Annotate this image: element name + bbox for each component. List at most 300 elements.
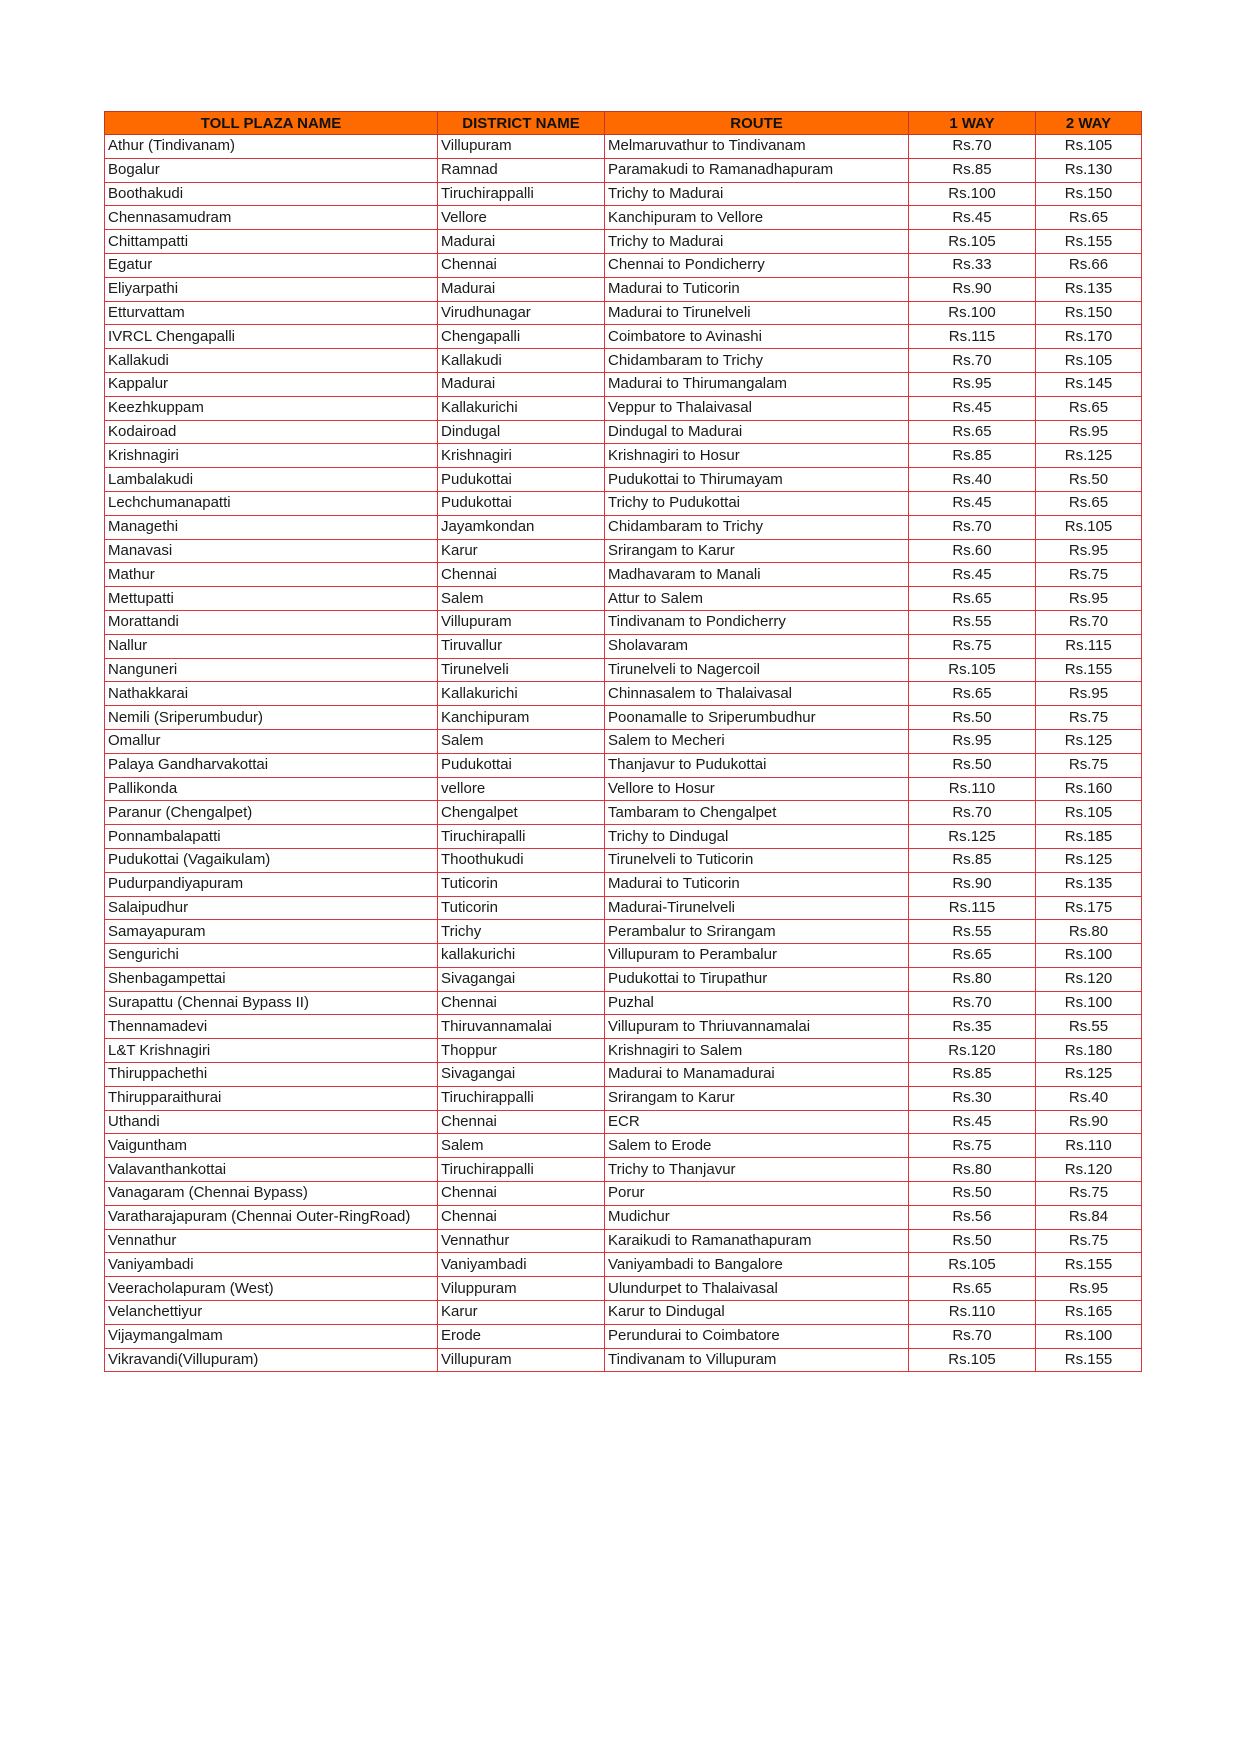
one-way-fee-cell: Rs.110 [909, 777, 1036, 801]
route-cell: Tindivanam to Pondicherry [605, 610, 909, 634]
one-way-fee-cell: Rs.70 [909, 515, 1036, 539]
one-way-fee-cell: Rs.70 [909, 349, 1036, 373]
one-way-fee-cell: Rs.60 [909, 539, 1036, 563]
two-way-fee-cell: Rs.75 [1036, 706, 1142, 730]
table-row [105, 1229, 1142, 1253]
toll-plaza-name-cell: Samayapuram [105, 920, 438, 944]
one-way-fee-cell: Rs.105 [909, 1253, 1036, 1277]
two-way-fee-cell: Rs.95 [1036, 539, 1142, 563]
toll-plaza-name-cell: Ponnambalapatti [105, 825, 438, 849]
route-cell: Perambalur to Srirangam [605, 920, 909, 944]
two-way-fee-cell: Rs.160 [1036, 777, 1142, 801]
table-row [105, 610, 1142, 634]
table-header-row [105, 112, 1142, 135]
two-way-fee-cell: Rs.155 [1036, 658, 1142, 682]
toll-plaza-name-cell: Kodairoad [105, 420, 438, 444]
district-name-cell: Pudukottai [438, 491, 605, 515]
toll-plaza-name-cell: Nallur [105, 634, 438, 658]
district-name-cell: Villupuram [438, 610, 605, 634]
toll-plaza-name-cell: Nemili (Sriperumbudur) [105, 706, 438, 730]
toll-plaza-name-cell: Nanguneri [105, 658, 438, 682]
table-row [105, 230, 1142, 254]
route-cell: Paramakudi to Ramanadhapuram [605, 158, 909, 182]
one-way-fee-cell: Rs.100 [909, 182, 1036, 206]
two-way-fee-cell: Rs.135 [1036, 872, 1142, 896]
table-row [105, 277, 1142, 301]
toll-plaza-table [104, 111, 1142, 1372]
table-row [105, 1324, 1142, 1348]
table-row [105, 1063, 1142, 1087]
two-way-fee-cell: Rs.135 [1036, 277, 1142, 301]
toll-plaza-name-cell: Thirupparaithurai [105, 1086, 438, 1110]
one-way-fee-cell: Rs.105 [909, 1348, 1036, 1372]
toll-plaza-name-cell: Salaipudhur [105, 896, 438, 920]
route-cell: Villupuram to Perambalur [605, 944, 909, 968]
route-cell: Veppur to Thalaivasal [605, 396, 909, 420]
two-way-fee-cell: Rs.100 [1036, 1324, 1142, 1348]
two-way-fee-cell: Rs.65 [1036, 396, 1142, 420]
route-cell: Pudukottai to Tirupathur [605, 967, 909, 991]
one-way-fee-cell: Rs.50 [909, 753, 1036, 777]
one-way-fee-cell: Rs.110 [909, 1301, 1036, 1325]
district-name-cell: vellore [438, 777, 605, 801]
route-cell: Attur to Salem [605, 587, 909, 611]
table-row [105, 1253, 1142, 1277]
toll-plaza-name-cell: Manavasi [105, 539, 438, 563]
two-way-fee-cell: Rs.120 [1036, 967, 1142, 991]
route-cell: Karaikudi to Ramanathapuram [605, 1229, 909, 1253]
table-row [105, 706, 1142, 730]
district-name-cell: Madurai [438, 230, 605, 254]
district-name-cell: Chennai [438, 1110, 605, 1134]
two-way-fee-cell: Rs.155 [1036, 230, 1142, 254]
district-name-cell: Tirunelveli [438, 658, 605, 682]
one-way-fee-cell: Rs.115 [909, 325, 1036, 349]
one-way-fee-cell: Rs.50 [909, 1229, 1036, 1253]
one-way-fee-cell: Rs.50 [909, 706, 1036, 730]
table-row [105, 1015, 1142, 1039]
header-two-way: 2 WAY [1036, 112, 1142, 135]
one-way-fee-cell: Rs.56 [909, 1205, 1036, 1229]
route-cell: Vaniyambadi to Bangalore [605, 1253, 909, 1277]
route-cell: Pudukottai to Thirumayam [605, 468, 909, 492]
two-way-fee-cell: Rs.145 [1036, 372, 1142, 396]
table-row [105, 420, 1142, 444]
two-way-fee-cell: Rs.150 [1036, 301, 1142, 325]
toll-plaza-name-cell: Veeracholapuram (West) [105, 1277, 438, 1301]
route-cell: Trichy to Pudukottai [605, 491, 909, 515]
district-name-cell: kallakurichi [438, 944, 605, 968]
district-name-cell: Tuticorin [438, 896, 605, 920]
table-row [105, 991, 1142, 1015]
toll-plaza-name-cell: Palaya Gandharvakottai [105, 753, 438, 777]
two-way-fee-cell: Rs.75 [1036, 563, 1142, 587]
district-name-cell: Karur [438, 1301, 605, 1325]
route-cell: Perundurai to Coimbatore [605, 1324, 909, 1348]
two-way-fee-cell: Rs.90 [1036, 1110, 1142, 1134]
toll-plaza-name-cell: Vaiguntham [105, 1134, 438, 1158]
one-way-fee-cell: Rs.65 [909, 420, 1036, 444]
one-way-fee-cell: Rs.33 [909, 253, 1036, 277]
two-way-fee-cell: Rs.105 [1036, 135, 1142, 159]
two-way-fee-cell: Rs.65 [1036, 491, 1142, 515]
table-row [105, 825, 1142, 849]
one-way-fee-cell: Rs.105 [909, 658, 1036, 682]
one-way-fee-cell: Rs.65 [909, 1277, 1036, 1301]
district-name-cell: Sivagangai [438, 967, 605, 991]
two-way-fee-cell: Rs.165 [1036, 1301, 1142, 1325]
district-name-cell: Sivagangai [438, 1063, 605, 1087]
toll-plaza-name-cell: Velanchettiyur [105, 1301, 438, 1325]
one-way-fee-cell: Rs.70 [909, 801, 1036, 825]
table-row [105, 587, 1142, 611]
district-name-cell: Tiruchirappalli [438, 182, 605, 206]
route-cell: Ulundurpet to Thalaivasal [605, 1277, 909, 1301]
toll-plaza-name-cell: L&T Krishnagiri [105, 1039, 438, 1063]
two-way-fee-cell: Rs.105 [1036, 801, 1142, 825]
route-cell: Tirunelveli to Tuticorin [605, 848, 909, 872]
one-way-fee-cell: Rs.55 [909, 610, 1036, 634]
one-way-fee-cell: Rs.65 [909, 682, 1036, 706]
two-way-fee-cell: Rs.50 [1036, 468, 1142, 492]
table-row [105, 753, 1142, 777]
two-way-fee-cell: Rs.84 [1036, 1205, 1142, 1229]
one-way-fee-cell: Rs.85 [909, 1063, 1036, 1087]
route-cell: Madurai-Tirunelveli [605, 896, 909, 920]
one-way-fee-cell: Rs.85 [909, 848, 1036, 872]
table-row [105, 349, 1142, 373]
two-way-fee-cell: Rs.125 [1036, 444, 1142, 468]
toll-plaza-name-cell: Mathur [105, 563, 438, 587]
district-name-cell: Tiruchirappalli [438, 1158, 605, 1182]
route-cell: Madurai to Tuticorin [605, 872, 909, 896]
one-way-fee-cell: Rs.45 [909, 206, 1036, 230]
two-way-fee-cell: Rs.80 [1036, 920, 1142, 944]
table-row [105, 1301, 1142, 1325]
district-name-cell: Dindugal [438, 420, 605, 444]
toll-plaza-name-cell: Vennathur [105, 1229, 438, 1253]
one-way-fee-cell: Rs.90 [909, 277, 1036, 301]
one-way-fee-cell: Rs.80 [909, 967, 1036, 991]
toll-plaza-name-cell: Thennamadevi [105, 1015, 438, 1039]
table-row [105, 682, 1142, 706]
one-way-fee-cell: Rs.40 [909, 468, 1036, 492]
one-way-fee-cell: Rs.85 [909, 158, 1036, 182]
district-name-cell: Chennai [438, 1205, 605, 1229]
district-name-cell: Villupuram [438, 135, 605, 159]
route-cell: Tambaram to Chengalpet [605, 801, 909, 825]
district-name-cell: Tiruvallur [438, 634, 605, 658]
toll-plaza-name-cell: Paranur (Chengalpet) [105, 801, 438, 825]
district-name-cell: Kallakurichi [438, 396, 605, 420]
toll-plaza-name-cell: Varatharajapuram (Chennai Outer-RingRoad) [105, 1205, 438, 1229]
table-row [105, 1158, 1142, 1182]
route-cell: Villupuram to Thriuvannamalai [605, 1015, 909, 1039]
table-row [105, 253, 1142, 277]
district-name-cell: Chengalpet [438, 801, 605, 825]
toll-plaza-name-cell: Eliyarpathi [105, 277, 438, 301]
two-way-fee-cell: Rs.75 [1036, 1182, 1142, 1206]
table-row [105, 967, 1142, 991]
one-way-fee-cell: Rs.100 [909, 301, 1036, 325]
route-cell: Chennai to Pondicherry [605, 253, 909, 277]
route-cell: Kanchipuram to Vellore [605, 206, 909, 230]
table-body [105, 135, 1142, 1372]
one-way-fee-cell: Rs.30 [909, 1086, 1036, 1110]
route-cell: Chinnasalem to Thalaivasal [605, 682, 909, 706]
one-way-fee-cell: Rs.105 [909, 230, 1036, 254]
table-row [105, 301, 1142, 325]
toll-plaza-name-cell: Krishnagiri [105, 444, 438, 468]
toll-plaza-name-cell: Vijaymangalmam [105, 1324, 438, 1348]
toll-plaza-name-cell: Vanagaram (Chennai Bypass) [105, 1182, 438, 1206]
table-row [105, 1182, 1142, 1206]
table-row [105, 848, 1142, 872]
district-name-cell: Pudukottai [438, 753, 605, 777]
one-way-fee-cell: Rs.45 [909, 563, 1036, 587]
district-name-cell: Kanchipuram [438, 706, 605, 730]
one-way-fee-cell: Rs.45 [909, 1110, 1036, 1134]
two-way-fee-cell: Rs.66 [1036, 253, 1142, 277]
toll-plaza-name-cell: Mettupatti [105, 587, 438, 611]
district-name-cell: Chennai [438, 563, 605, 587]
two-way-fee-cell: Rs.155 [1036, 1348, 1142, 1372]
table-row [105, 1205, 1142, 1229]
toll-plaza-name-cell: Keezhkuppam [105, 396, 438, 420]
one-way-fee-cell: Rs.65 [909, 944, 1036, 968]
route-cell: Madurai to Tirunelveli [605, 301, 909, 325]
toll-plaza-name-cell: Kallakudi [105, 349, 438, 373]
two-way-fee-cell: Rs.95 [1036, 587, 1142, 611]
route-cell: Srirangam to Karur [605, 1086, 909, 1110]
two-way-fee-cell: Rs.175 [1036, 896, 1142, 920]
district-name-cell: Virudhunagar [438, 301, 605, 325]
table-row [105, 158, 1142, 182]
two-way-fee-cell: Rs.40 [1036, 1086, 1142, 1110]
route-cell: Salem to Mecheri [605, 729, 909, 753]
two-way-fee-cell: Rs.110 [1036, 1134, 1142, 1158]
toll-plaza-name-cell: Vikravandi(Villupuram) [105, 1348, 438, 1372]
table-row [105, 135, 1142, 159]
toll-plaza-name-cell: IVRCL Chengapalli [105, 325, 438, 349]
toll-plaza-name-cell: Egatur [105, 253, 438, 277]
district-name-cell: Tuticorin [438, 872, 605, 896]
two-way-fee-cell: Rs.125 [1036, 848, 1142, 872]
district-name-cell: Krishnagiri [438, 444, 605, 468]
route-cell: Madurai to Tuticorin [605, 277, 909, 301]
toll-plaza-name-cell: Valavanthankottai [105, 1158, 438, 1182]
toll-plaza-name-cell: Surapattu (Chennai Bypass II) [105, 991, 438, 1015]
toll-plaza-name-cell: Chennasamudram [105, 206, 438, 230]
toll-plaza-name-cell: Managethi [105, 515, 438, 539]
table-row [105, 182, 1142, 206]
two-way-fee-cell: Rs.95 [1036, 420, 1142, 444]
two-way-fee-cell: Rs.180 [1036, 1039, 1142, 1063]
two-way-fee-cell: Rs.95 [1036, 682, 1142, 706]
two-way-fee-cell: Rs.170 [1036, 325, 1142, 349]
toll-plaza-name-cell: Etturvattam [105, 301, 438, 325]
route-cell: Puzhal [605, 991, 909, 1015]
toll-plaza-name-cell: Vaniyambadi [105, 1253, 438, 1277]
route-cell: Madhavaram to Manali [605, 563, 909, 587]
district-name-cell: Kallakurichi [438, 682, 605, 706]
toll-plaza-name-cell: Athur (Tindivanam) [105, 135, 438, 159]
toll-plaza-name-cell: Boothakudi [105, 182, 438, 206]
table-row [105, 491, 1142, 515]
two-way-fee-cell: Rs.65 [1036, 206, 1142, 230]
district-name-cell: Vellore [438, 206, 605, 230]
route-cell: Tindivanam to Villupuram [605, 1348, 909, 1372]
route-cell: Melmaruvathur to Tindivanam [605, 135, 909, 159]
district-name-cell: Trichy [438, 920, 605, 944]
district-name-cell: Chennai [438, 1182, 605, 1206]
toll-plaza-name-cell: Pallikonda [105, 777, 438, 801]
one-way-fee-cell: Rs.95 [909, 729, 1036, 753]
route-cell: Madurai to Thirumangalam [605, 372, 909, 396]
two-way-fee-cell: Rs.125 [1036, 1063, 1142, 1087]
table-row [105, 468, 1142, 492]
district-name-cell: Salem [438, 1134, 605, 1158]
table-row [105, 1277, 1142, 1301]
toll-plaza-name-cell: Kappalur [105, 372, 438, 396]
route-cell: Krishnagiri to Salem [605, 1039, 909, 1063]
table-row [105, 1110, 1142, 1134]
district-name-cell: Pudukottai [438, 468, 605, 492]
toll-plaza-name-cell: Omallur [105, 729, 438, 753]
two-way-fee-cell: Rs.105 [1036, 515, 1142, 539]
table-row [105, 801, 1142, 825]
one-way-fee-cell: Rs.75 [909, 634, 1036, 658]
one-way-fee-cell: Rs.80 [909, 1158, 1036, 1182]
route-cell: Trichy to Dindugal [605, 825, 909, 849]
two-way-fee-cell: Rs.75 [1036, 753, 1142, 777]
district-name-cell: Thoothukudi [438, 848, 605, 872]
toll-plaza-name-cell: Nathakkarai [105, 682, 438, 706]
toll-plaza-name-cell: Lechchumanapatti [105, 491, 438, 515]
table-row [105, 1348, 1142, 1372]
district-name-cell: Salem [438, 587, 605, 611]
route-cell: Chidambaram to Trichy [605, 349, 909, 373]
one-way-fee-cell: Rs.90 [909, 872, 1036, 896]
district-name-cell: Vaniyambadi [438, 1253, 605, 1277]
district-name-cell: Thiruvannamalai [438, 1015, 605, 1039]
route-cell: Krishnagiri to Hosur [605, 444, 909, 468]
two-way-fee-cell: Rs.185 [1036, 825, 1142, 849]
route-cell: Sholavaram [605, 634, 909, 658]
route-cell: Chidambaram to Trichy [605, 515, 909, 539]
route-cell: Coimbatore to Avinashi [605, 325, 909, 349]
toll-plaza-name-cell: Thiruppachethi [105, 1063, 438, 1087]
one-way-fee-cell: Rs.75 [909, 1134, 1036, 1158]
route-cell: Porur [605, 1182, 909, 1206]
table-row [105, 372, 1142, 396]
district-name-cell: Tiruchirapalli [438, 825, 605, 849]
district-name-cell: Erode [438, 1324, 605, 1348]
header-route: ROUTE [605, 112, 909, 135]
route-cell: Trichy to Madurai [605, 230, 909, 254]
header-one-way: 1 WAY [909, 112, 1036, 135]
district-name-cell: Madurai [438, 277, 605, 301]
district-name-cell: Thoppur [438, 1039, 605, 1063]
district-name-cell: Karur [438, 539, 605, 563]
route-cell: Salem to Erode [605, 1134, 909, 1158]
table-row [105, 634, 1142, 658]
table-row [105, 1039, 1142, 1063]
route-cell: ECR [605, 1110, 909, 1134]
district-name-cell: Tiruchirappalli [438, 1086, 605, 1110]
table-row [105, 920, 1142, 944]
district-name-cell: Kallakudi [438, 349, 605, 373]
one-way-fee-cell: Rs.45 [909, 396, 1036, 420]
toll-plaza-name-cell: Uthandi [105, 1110, 438, 1134]
two-way-fee-cell: Rs.125 [1036, 729, 1142, 753]
one-way-fee-cell: Rs.45 [909, 491, 1036, 515]
toll-plaza-name-cell: Lambalakudi [105, 468, 438, 492]
table-row [105, 444, 1142, 468]
table-row [105, 515, 1142, 539]
two-way-fee-cell: Rs.150 [1036, 182, 1142, 206]
route-cell: Trichy to Thanjavur [605, 1158, 909, 1182]
one-way-fee-cell: Rs.95 [909, 372, 1036, 396]
toll-plaza-name-cell: Sengurichi [105, 944, 438, 968]
two-way-fee-cell: Rs.100 [1036, 944, 1142, 968]
two-way-fee-cell: Rs.75 [1036, 1229, 1142, 1253]
table-row [105, 872, 1142, 896]
one-way-fee-cell: Rs.35 [909, 1015, 1036, 1039]
one-way-fee-cell: Rs.85 [909, 444, 1036, 468]
two-way-fee-cell: Rs.70 [1036, 610, 1142, 634]
one-way-fee-cell: Rs.50 [909, 1182, 1036, 1206]
toll-plaza-name-cell: Pudukottai (Vagaikulam) [105, 848, 438, 872]
two-way-fee-cell: Rs.115 [1036, 634, 1142, 658]
table-row [105, 896, 1142, 920]
route-cell: Trichy to Madurai [605, 182, 909, 206]
table-row [105, 539, 1142, 563]
one-way-fee-cell: Rs.115 [909, 896, 1036, 920]
table-row [105, 325, 1142, 349]
table-row [105, 1134, 1142, 1158]
table-row [105, 777, 1142, 801]
district-name-cell: Chennai [438, 991, 605, 1015]
two-way-fee-cell: Rs.120 [1036, 1158, 1142, 1182]
route-cell: Poonamalle to Sriperumbudhur [605, 706, 909, 730]
district-name-cell: Villupuram [438, 1348, 605, 1372]
route-cell: Thanjavur to Pudukottai [605, 753, 909, 777]
route-cell: Madurai to Manamadurai [605, 1063, 909, 1087]
table-row [105, 729, 1142, 753]
district-name-cell: Ramnad [438, 158, 605, 182]
district-name-cell: Chengapalli [438, 325, 605, 349]
route-cell: Vellore to Hosur [605, 777, 909, 801]
toll-plaza-name-cell: Chittampatti [105, 230, 438, 254]
two-way-fee-cell: Rs.55 [1036, 1015, 1142, 1039]
one-way-fee-cell: Rs.70 [909, 1324, 1036, 1348]
district-name-cell: Madurai [438, 372, 605, 396]
one-way-fee-cell: Rs.120 [909, 1039, 1036, 1063]
two-way-fee-cell: Rs.95 [1036, 1277, 1142, 1301]
header-district-name: DISTRICT NAME [438, 112, 605, 135]
route-cell: Mudichur [605, 1205, 909, 1229]
route-cell: Tirunelveli to Nagercoil [605, 658, 909, 682]
toll-plaza-name-cell: Shenbagampettai [105, 967, 438, 991]
table-row [105, 563, 1142, 587]
table-row [105, 396, 1142, 420]
two-way-fee-cell: Rs.100 [1036, 991, 1142, 1015]
district-name-cell: Jayamkondan [438, 515, 605, 539]
district-name-cell: Chennai [438, 253, 605, 277]
two-way-fee-cell: Rs.105 [1036, 349, 1142, 373]
two-way-fee-cell: Rs.155 [1036, 1253, 1142, 1277]
